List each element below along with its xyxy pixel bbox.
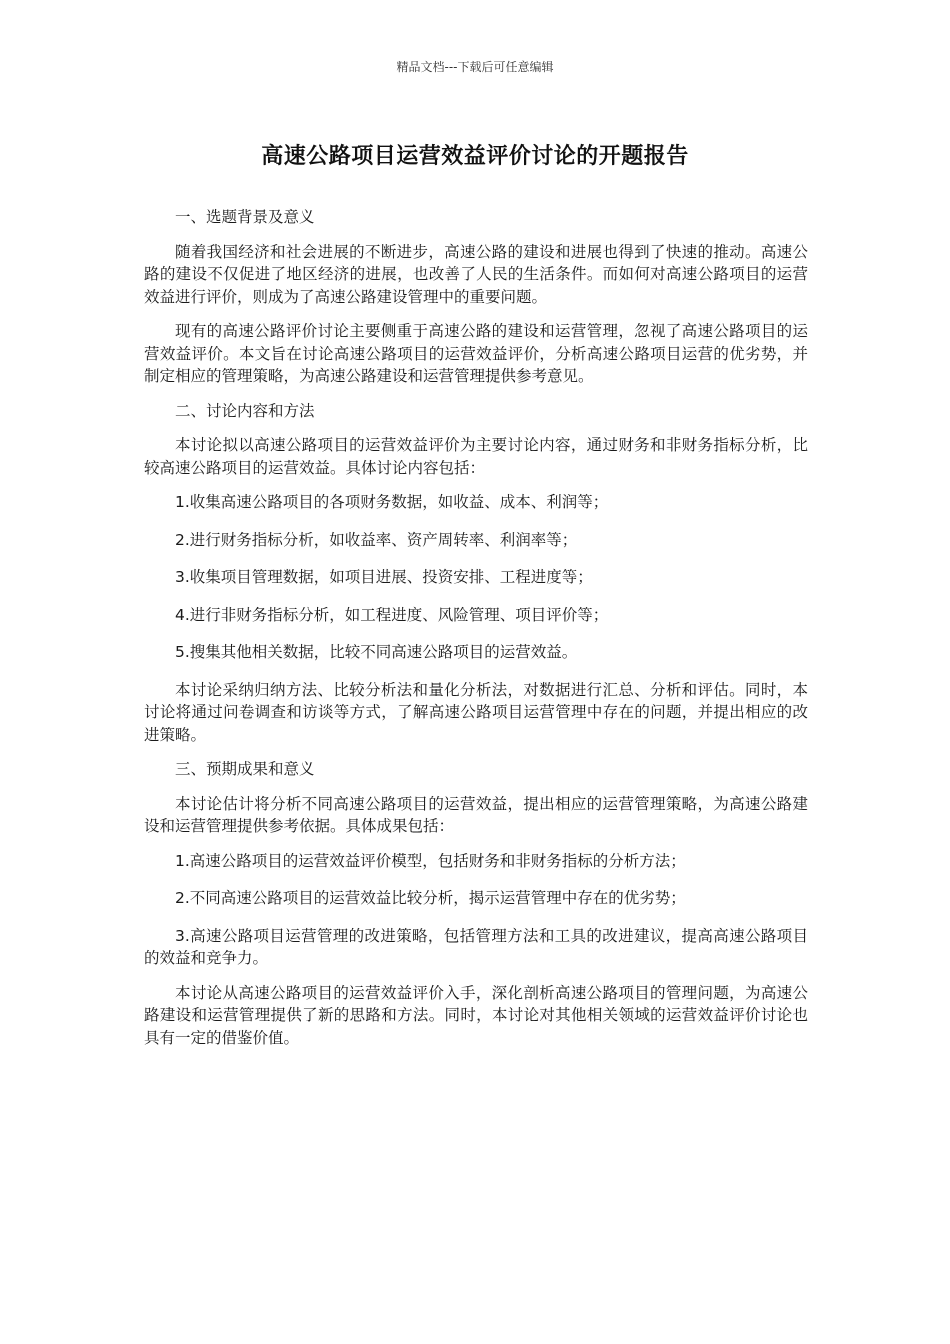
list-item: 5.搜集其他相关数据，比较不同高速公路项目的运营效益。 xyxy=(175,643,578,661)
paragraph-methods: 本讨论采纳归纳方法、比较分析法和量化分析法，对数据进行汇总、分析和评估。同时，本讨论将通过问卷调查和访谈等方式，了解高速公路项目运营管理中存在的问题，并提出相应的改进策略。 xyxy=(144,680,808,744)
document-title: 高速公路项目运营效益评价讨论的开题报告 xyxy=(261,144,689,169)
list-item: 4.进行非财务指标分析，如工程进度、风险管理、项目评价等； xyxy=(175,605,609,624)
list-item: 1.高速公路项目的运营效益评价模型，包括财务和非财务指标的分析方法； xyxy=(175,851,686,870)
paragraph-conclusion: 本讨论从高速公路项目的运营效益评价入手，深化剖析高速公路项目的管理问题，为高速公路建设和运营管理提供了新的思路和方法。同时，本讨论对其他相关领域的运营效益评价讨论也具有一定的借鉴价值。 xyxy=(144,983,808,1047)
paragraph-content-intro: 本讨论拟以高速公路项目的运营效益评价为主要讨论内容，通过财务和非财务指标分析，比较高速公路项目的运营效益。具体讨论内容包括： xyxy=(144,436,808,477)
list-item: 3.高速公路项目运营管理的改进策略，包括管理方法和工具的改进建议，提高高速公路项目的效益和竞争力。 xyxy=(144,926,808,967)
paragraph-background-2: 现有的高速公路评价讨论主要侧重于高速公路的建设和运营管理，忽视了高速公路项目的运营效益评价。本文旨在讨论高速公路项目的运营效益评价，分析高速公路项目运营的优劣势，并制定相应的管理策略，为高速公路建设和运营管理提供参考意见。 xyxy=(144,322,808,385)
paragraph-background-1: 随着我国经济和社会进展的不断进步，高速公路的建设和进展也得到了快速的推动。高速公路的建设不仅促进了地区经济的进展，也改善了人民的生活条件。而如何对高速公路项目的运营效益进行评价，则成为了高速公路建设管理中的重要问题。 xyxy=(144,242,808,306)
header-note: 精品文档---下载后可任意编辑 xyxy=(396,60,554,74)
document-body xyxy=(144,206,808,1061)
list-item: 2.进行财务指标分析，如收益率、资产周转率、利润率等； xyxy=(175,530,578,549)
list-item: 3.收集项目管理数据，如项目进展、投资安排、工程进度等； xyxy=(175,568,593,586)
paragraph-outcomes-intro: 本讨论估计将分析不同高速公路项目的运营效益，提出相应的运营管理策略，为高速公路建设和运营管理提供参考依据。具体成果包括： xyxy=(144,794,808,835)
list-item: 2.不同高速公路项目的运营效益比较分析，揭示运营管理中存在的优劣势； xyxy=(175,889,686,907)
list-item: 1.收集高速公路项目的各项财务数据，如收益、成本、利润等； xyxy=(175,493,609,511)
section-heading-background: 一、选题背景及意义 xyxy=(175,208,315,226)
section-heading-content-methods: 二、讨论内容和方法 xyxy=(175,401,315,420)
section-heading-outcomes: 三、预期成果和意义 xyxy=(175,760,315,778)
